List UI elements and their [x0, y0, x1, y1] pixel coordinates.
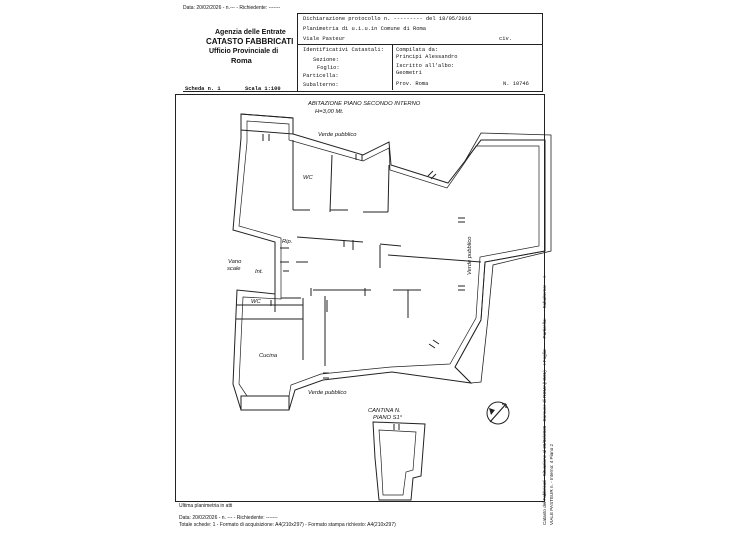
agency-city: Roma: [231, 56, 252, 65]
identificativi-label: Identificativi Catastali:: [303, 47, 384, 53]
civ-text: civ.: [499, 36, 512, 42]
compilatore-name: Principi Alessandro: [396, 54, 458, 60]
albo-value: Geometri: [396, 70, 422, 76]
side-text-2: VIALE PASTEUR n. - Interno: 4 Piano 2: [549, 443, 554, 525]
plan-height: H=3,00 Mt.: [315, 109, 344, 115]
cucina-label: Cucina: [259, 353, 278, 359]
outer-wall-inner: [239, 121, 539, 396]
verde-top-label: Verde pubblico: [318, 132, 357, 138]
scale-label: scale: [227, 266, 241, 272]
planimetria-text: Planimetria di u.i.u.in Comune di Roma: [303, 26, 426, 32]
cantina-outline: [373, 422, 425, 500]
compilata-label: Compilata da:: [396, 47, 439, 53]
vano-label: Vano: [228, 259, 242, 265]
agency-catasto: CATASTO FABBRICATI: [206, 37, 294, 46]
wc-label-1: WC: [303, 175, 313, 181]
scala-label: Scala 1:100: [245, 86, 281, 92]
address-text: Viale Pasteur: [303, 36, 346, 42]
side-text-1: Catasto dei Fabbricati - Situazione al 20/02/2026 - Comune di ROMA(H501) - < Foglio: --- - Particella: --- - Subalterno: --- >: [542, 275, 547, 525]
prov-value: Prov. Roma: [396, 81, 429, 87]
cantina-floor-label: PIANO S1°: [373, 415, 403, 421]
verde-right-label: Verde pubblico: [467, 236, 473, 275]
bottom-terrace: [241, 396, 289, 410]
numero-value: N. 10746: [503, 81, 529, 87]
footer-date: Data: 20/02/2026 - n. --- - Richiedente: -------: [179, 515, 278, 521]
cantina-label: CANTINA N.: [368, 408, 401, 414]
iscritto-label: Iscritto all'albo:: [396, 63, 455, 69]
foglio-label: Foglio:: [317, 65, 340, 71]
top-strip-date: Data: 20/02/2026 - n.--- - Richiedente: -------: [183, 5, 281, 11]
wc-label-2: WC: [251, 299, 261, 305]
scheda-label: Scheda n. 1: [185, 86, 221, 92]
footer-totale: Totale schede: 1 - Formato di acquisizione: A4(210x297) - Formato stampa richiesto: A4(210x297): [179, 522, 396, 528]
agency-name: Agenzia delle Entrate: [215, 29, 286, 36]
int-label: Int.: [255, 269, 264, 275]
rip-label: Rip.: [282, 239, 293, 245]
subalterno-label: Subalterno:: [303, 82, 339, 88]
document-sheet: [163, 0, 556, 556]
footer-ultima: Ultima planimetria in atti: [179, 503, 233, 509]
outer-wall: [233, 114, 545, 410]
sezione-label: Sezione:: [313, 57, 339, 63]
floor-plan-drawing: [163, 0, 556, 556]
plan-title: ABITAZIONE PIANO SECONDO INTERNO: [308, 101, 421, 107]
verde-bottom-label: Verde pubblico: [308, 390, 347, 396]
particella-label: Particella:: [303, 73, 339, 79]
dichiarazione-text: Dichiarazione protocollo n. --------- del 18/05/2016: [303, 16, 472, 22]
agency-office: Ufficio Provinciale di: [209, 48, 279, 55]
